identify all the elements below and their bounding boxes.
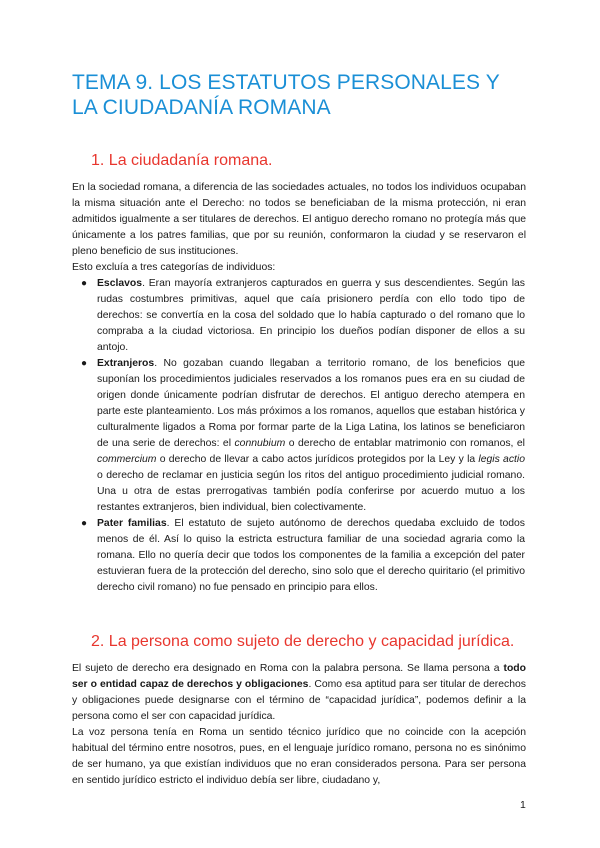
page-title: TEMA 9. LOS ESTATUTOS PERSONALES Y LA CIUDADANÍA ROMANA	[72, 71, 500, 119]
excluded-categories-list	[72, 276, 526, 596]
term-pater-familias: Pater familias	[97, 518, 167, 529]
section-2-heading: 2. La persona como sujeto de derecho y capacidad jurídica.	[91, 633, 515, 650]
section-2-paragraph-2: La voz persona tenía en Roma un sentido técnico jurídico que no coincide con la acepción habitual del término entre nosotros, pues, en el lenguaje jurídico romano, persona no es sinónimo de ser humano, ya que existían individuos que no eran considerados persona. Para ser persona en sentido jurídico estricto el individuo debía ser libre, ciudadano y,	[72, 727, 526, 786]
section-2-paragraph-1	[72, 661, 526, 725]
bullet-icon: ●	[81, 278, 88, 289]
term-extranjeros: Extranjeros	[97, 358, 155, 369]
p1-definition-bold: todo ser o entidad capaz de derechos y obligaciones	[72, 663, 526, 690]
bullet-icon: ●	[81, 518, 88, 529]
section-1-heading: 1. La ciudadanía romana.	[91, 152, 273, 169]
page-content	[72, 70, 526, 789]
em-connubium: connubium	[234, 438, 286, 449]
em-commercium: commercium	[97, 454, 157, 465]
section-1-lead: Esto excluía a tres categorías de individuos:	[72, 262, 276, 273]
page-number: 1	[520, 799, 526, 811]
text-extranjeros-c: o derecho de llevar a cabo actos jurídicos protegidos por la Ley y la	[156, 454, 479, 465]
text-extranjeros-b: o derecho de entablar matrimonio con romanos, el	[285, 438, 525, 449]
text-esclavos: . Eran mayoría extranjeros capturados en guerra y sus descendientes. Según las rudas costumbres primitivas, aquel que caía prisionero perdía con ello todo tipo de derechos: se convertía en la cosa del soldado que lo había capturado o del romano que lo compraba a la ciudad victoriosa. En principio los dueños podían disponer de ellos a su antojo.	[97, 278, 525, 353]
section-1-intro: En la sociedad romana, a diferencia de las sociedades actuales, no todos los individuos ocupaban la misma situación ante el Derecho: no todos se beneficiaban de la misma protección, ni eran admitidos igualmente a ser titulares de derechos. El antiguo derecho romano no protegía más que únicamente a los patres familias, que por su reunión, conformaron la ciudad y se reservaron el pleno beneficio de sus instituciones.	[72, 182, 526, 257]
em-legis-actio: legis actio	[478, 454, 525, 465]
text-extranjeros-d: o derecho de reclamar en justicia según los ritos del antiguo procedimiento judicial romano. Una u otra de estas prerrogativas también podía conferirse por acuerdo mutuo a los restantes extranjeros, bien individual, bien colectivamente.	[97, 470, 525, 513]
bullet-icon: ●	[81, 358, 88, 369]
list-item-esclavos	[72, 276, 525, 356]
p1-text-b: . Como esa aptitud para ser titular de derechos y obligaciones puede designarse con el término de “capacidad jurídica”, podemos definir a la persona como el ser con capacidad jurídica.	[72, 679, 526, 722]
list-item-extranjeros	[72, 356, 525, 516]
p1-text-a: El sujeto de derecho era designado en Roma con la palabra persona. Se llama persona a	[72, 663, 504, 674]
text-pater-familias: . El estatuto de sujeto autónomo de derechos quedaba excluido de todos menos de él. Así lo quiso la estricta estructura familiar de una sociedad agraria como la romana. Ello no quería decir que todos los componentes de la familia a excepción del pater estuvieran fuera de la protección del derecho, sino solo que el derecho quiritario (el primitivo derecho civil romano) no fue pensado en principio para ellos.	[97, 518, 525, 593]
term-esclavos: Esclavos	[97, 278, 143, 289]
text-extranjeros-a: . No gozaban cuando llegaban a territorio romano, de los beneficios que suponían los procedimientos judiciales reservados a los romanos pues era en su ciudad de origen donde únicamente podrían disfrutar de derechos. El antiguo derecho atempera en parte este planteamiento. Los más próximos a los romanos, aquellos que estaban histórica y culturalmente ligados a Roma por formar parte de la Liga Latina, los latinos se beneficiaron de una serie de derechos: el	[97, 358, 525, 449]
list-item-pater-familias	[72, 516, 525, 596]
